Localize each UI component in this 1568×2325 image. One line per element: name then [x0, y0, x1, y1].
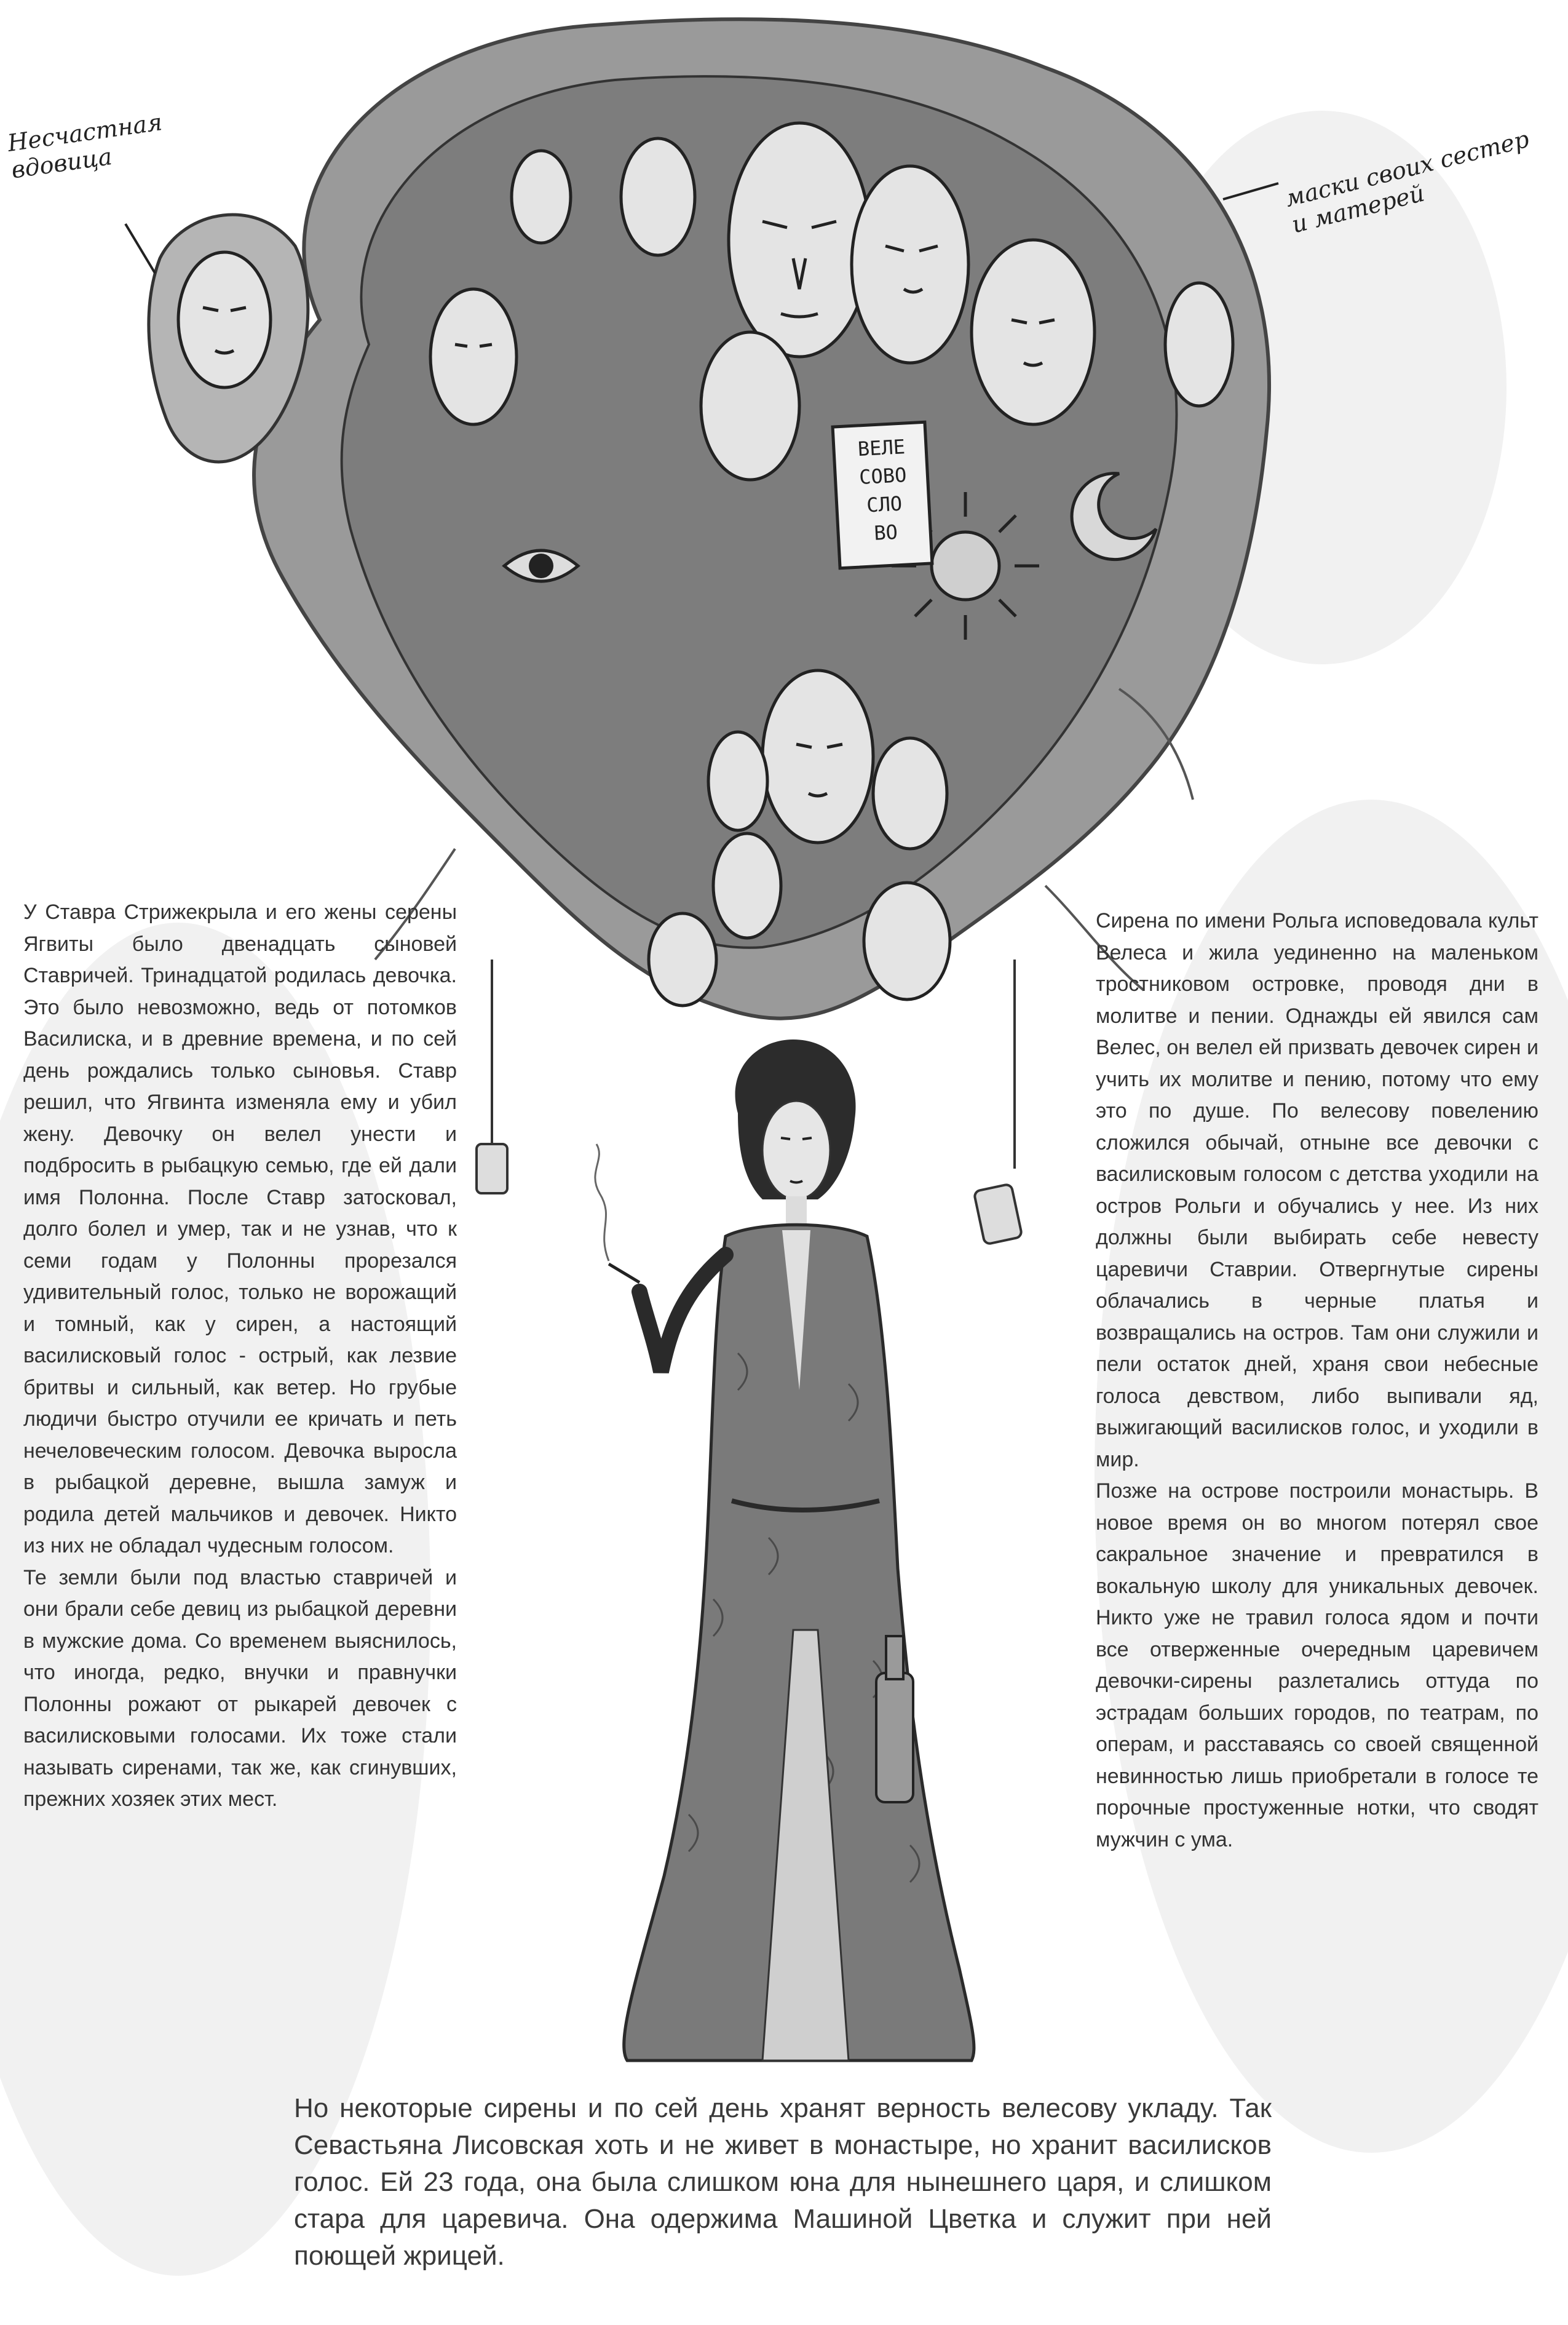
mask-face: [873, 738, 947, 849]
mask-face: [864, 883, 950, 1000]
inscription-line: СЛО: [866, 491, 903, 517]
paragraph: Сирена по имени Рольга исповедовала культ Велеса и жила уединенно на маленьком тростниковом островке, проводя дни в молитве и пении. Однажды ей явился сам Велес, он велел ей призвать девочек сирен и учить их молитве и пению, потому что ему это по душе. По велесову повелению сложился обычай, отныне все девочки с василисковым голосом с детства уходили на остров Рольги и обучались у нее. Из них должны были выбирать себе невесту царевичи Ставрии. Отвергнутые сирены облачались в черные платья и возвращались на остров. Там они служили и пели остаток дней, храня свои небесные голоса девством, либо выпивали яд, выжигающий василисков голос, и уходили в мир.: [1096, 909, 1538, 1471]
inscription-line: СОВО: [858, 463, 908, 490]
mask-face: [852, 166, 968, 363]
bottom-text-block: [294, 2090, 1272, 2275]
woman-figure: [595, 1039, 974, 2061]
mask-face: [178, 252, 271, 388]
mask-face: [621, 138, 695, 255]
left-text-column: [23, 897, 457, 1816]
annotation-line-left: [123, 221, 160, 277]
mask-face: [713, 833, 781, 938]
handwritten-note-right: маски своих сестер и матерей: [1282, 125, 1532, 239]
mask-face: [1165, 283, 1233, 406]
mask-face: [729, 123, 870, 357]
mask-face: [430, 289, 517, 424]
paragraph: Те земли были под властью ставричей и они брали себе девиц из рыбацкой деревни в мужские дома. Со временем выяснилось, что иногда, редко, внучки и правнучки Полонны рожают от рыкарей девочек с василисковыми голосами. Их тоже стали называть сиренами, так же, как сгинувших, прежних хозяек этих мест.: [23, 1565, 457, 1811]
annotation-line-right: [1221, 178, 1282, 203]
mask-face: [649, 913, 716, 1006]
paragraph: Позже на острове построили монастырь. В новое время он во многом потерял свое сакральное значение и превратился в вокальную школу для уникальных девочек. Никто уже не травил голоса ядом и почти все отверженные очередным царевичем девочки-сирены разлетались оттуда по эстрадам больших городов, по театрам, по операм, и расставаясь со своей священной невинностью лишь приобретали в голосе те порочные простуженные нотки, что сводят мужчин с ума.: [1096, 1479, 1538, 1851]
inscription-line: ВО: [873, 520, 898, 545]
handwritten-note-left: Несчастная вдовица: [6, 108, 164, 184]
right-text-column: [1096, 905, 1538, 1856]
mask-face: [708, 732, 767, 830]
paragraph: Но некоторые сирены и по сей день хранят верность велесову укладу. Так Севастьяна Лисовская хоть и не живет в монастыре, но хранит василисков голос. Ей 23 года, она была слишком юна для нынешнего царя, и слишком стара для царевича. Она одержима Машиной Цветка и служит при ней поющей жрицей.: [294, 2093, 1272, 2271]
paragraph: У Ставра Стрижекрыла и его жены серены Ягвиты было двенадцать сыновей Ставричей. Тринадцатой родилась девочка. Это было невозможно, ведь от потомков Василиска, и в древние времена, и по сей день рождались только сыновья. Ставр решил, что Ягвинта изменяла ему и убил жену. Девочку он велел унести и подбросить в рыбацкую семью, где ей дали имя Полонна. После Ставр затосковал, долго болел и умер, так и не узнав, что к семи годам у Полонны прорезался удивительный голос, только не ворожащий и томный, как у сирен, а настоящий василисковый голос - острый, как лезвие бритвы и сильный, как ветер. Но грубые людичи быстро отучили ее кричать и петь нечеловеческим голосом. Девочка выросла в рыбацкой деревне, вышла замуж и родила детей мальчиков и девочек. Никто из них не обладал чудесным голосом.: [23, 900, 457, 1557]
mask-face: [512, 151, 571, 243]
mask-face: [701, 332, 799, 480]
mask-face: [972, 240, 1095, 424]
tablet-inscription: [841, 432, 926, 549]
inscription-line: ВЕЛЕ: [857, 435, 906, 461]
mask-face: [762, 670, 873, 843]
